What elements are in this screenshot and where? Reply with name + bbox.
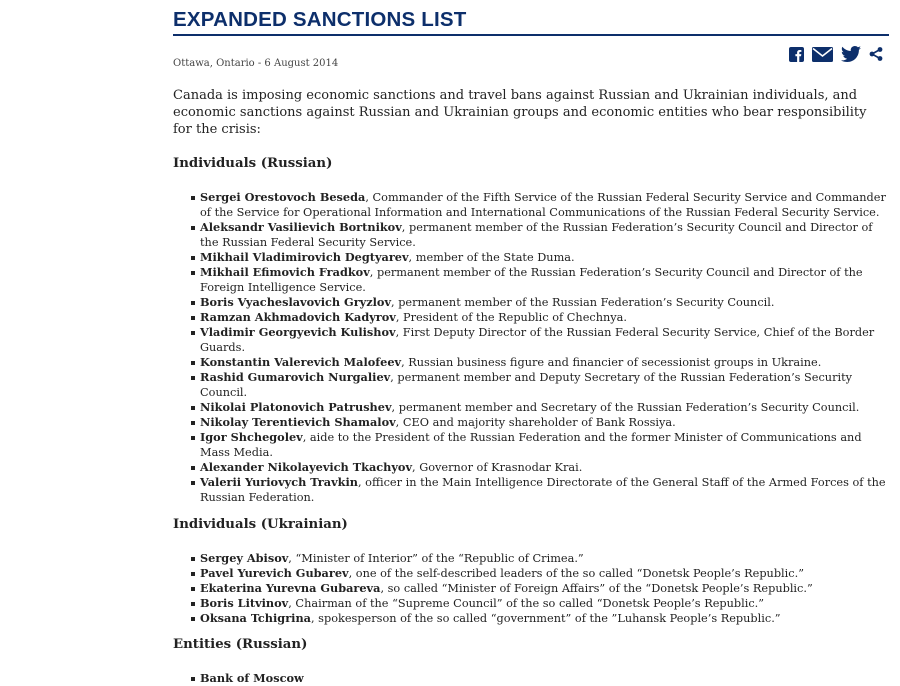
list-individuals-ukrainian: [173, 551, 889, 626]
person-description: , permanent member of the Russian Federation’s Security Council and Director of the Russian Federal Security Service.: [200, 221, 873, 249]
person-description: , aide to the President of the Russian Federation and the former Minister of Communications and Mass Media.: [200, 431, 862, 459]
person-name: Nikolay Terentievich Shamalov: [200, 415, 396, 429]
list-item: [200, 596, 889, 611]
list-item: [200, 265, 889, 295]
person-name: Alexander Nikolayevich Tkachyov: [200, 460, 413, 474]
press-release: [173, 0, 889, 686]
list-item: [200, 220, 889, 250]
page-title: EXPANDED SANCTIONS LIST: [173, 8, 889, 36]
list-item: [200, 460, 889, 475]
person-description: , Chairman of the “Supreme Council” of the so called “Donetsk People’s Republic.”: [288, 597, 765, 610]
list-item: [200, 370, 889, 400]
person-description: , spokesperson of the so called “government” of the ”Luhansk People’s Republic.”: [310, 612, 781, 625]
list-entities-russian: [173, 671, 889, 686]
person-description: , member of the State Duma.: [408, 251, 575, 264]
list-individuals-russian: [173, 190, 889, 505]
person-name: Rashid Gumarovich Nurgaliev: [200, 370, 391, 384]
email-icon[interactable]: [812, 47, 833, 62]
list-item: [200, 551, 889, 566]
facebook-icon[interactable]: [789, 47, 804, 62]
person-name: Mikhail Vladimirovich Degtyarev: [200, 250, 409, 264]
person-description: , Governor of Krasnodar Krai.: [412, 461, 583, 474]
person-description: , President of the Republic of Chechnya.: [395, 311, 627, 324]
person-description: , Commander of the Fifth Service of the Russian Federal Security Service and Commander of the Service for Operational Information and International Communications of the Russian Federal Security Service.: [200, 191, 886, 219]
person-name: Valerii Yuriovych Travkin: [200, 475, 358, 489]
entity-name: Bank of Moscow: [200, 671, 304, 685]
list-item: [200, 415, 889, 430]
list-item: [200, 581, 889, 596]
person-description: , Russian business figure and financier of secessionist groups in Ukraine.: [401, 356, 822, 369]
person-name: Oksana Tchigrina: [200, 611, 311, 625]
section-heading-individuals-russian: Individuals (Russian): [173, 156, 333, 171]
person-name: Boris Litvinov: [200, 596, 289, 610]
list-item: [200, 430, 889, 460]
person-description: , “Minister of Interior” of the “Republic of Crimea.”: [288, 552, 584, 565]
person-name: Sergey Abisov: [200, 551, 289, 565]
person-name: Sergei Orestovoch Beseda: [200, 190, 366, 204]
share-toolbar: [789, 46, 883, 62]
list-item: [200, 671, 889, 686]
section-heading-entities-russian: Entities (Russian): [173, 637, 308, 652]
person-name: Mikhail Efimovich Fradkov: [200, 265, 370, 279]
list-item: [200, 295, 889, 310]
person-description: , one of the self-described leaders of the so called “Donetsk People’s Republic.”: [348, 567, 804, 580]
list-item: [200, 310, 889, 325]
person-name: Aleksandr Vasilievich Bortnikov: [200, 220, 402, 234]
person-description: , so called “Minister of Foreign Affairs” of the “Donetsk People’s Republic.”: [380, 582, 813, 595]
share-icon[interactable]: [869, 47, 883, 61]
person-name: Vladimir Georgyevich Kulishov: [200, 325, 396, 339]
person-name: Ramzan Akhmadovich Kadyrov: [200, 310, 396, 324]
person-description: , CEO and majority shareholder of Bank Rossiya.: [395, 416, 676, 429]
person-name: Pavel Yurevich Gubarev: [200, 566, 349, 580]
person-description: , First Deputy Director of the Russian Federal Security Service, Chief of the Border Guards.: [200, 326, 875, 354]
list-item: [200, 355, 889, 370]
twitter-icon[interactable]: [841, 46, 861, 62]
list-item: [200, 611, 889, 626]
person-description: , officer in the Main Intelligence Directorate of the General Staff of the Armed Forces of the Russian Federation.: [200, 476, 886, 504]
person-description: , permanent member of the Russian Federation’s Security Council.: [391, 296, 775, 309]
intro-paragraph: Canada is imposing economic sanctions and travel bans against Russian and Ukrainian individuals, and economic sanctions against Russian and Ukrainian groups and economic entities who bear responsibility for the crisis:: [173, 88, 867, 137]
list-item: [200, 566, 889, 581]
list-item: [200, 400, 889, 415]
person-description: , permanent member and Secretary of the Russian Federation’s Security Council.: [391, 401, 860, 414]
person-name: Igor Shchegolev: [200, 430, 303, 444]
person-name: Nikolai Platonovich Patrushev: [200, 400, 392, 414]
dateline: Ottawa, Ontario - 6 August 2014: [173, 58, 339, 69]
list-item: [200, 190, 889, 220]
person-description: , permanent member of the Russian Federation’s Security Council and Director of the Foreign Intelligence Service.: [200, 266, 863, 294]
list-item: [200, 250, 889, 265]
list-item: [200, 325, 889, 355]
person-name: Konstantin Valerevich Malofeev: [200, 355, 402, 369]
section-heading-individuals-ukrainian: Individuals (Ukrainian): [173, 517, 348, 532]
person-name: Ekaterina Yurevna Gubareva: [200, 581, 381, 595]
person-description: , permanent member and Deputy Secretary of the Russian Federation’s Security Council.: [200, 371, 853, 399]
list-item: [200, 475, 889, 505]
person-name: Boris Vyacheslavovich Gryzlov: [200, 295, 392, 309]
